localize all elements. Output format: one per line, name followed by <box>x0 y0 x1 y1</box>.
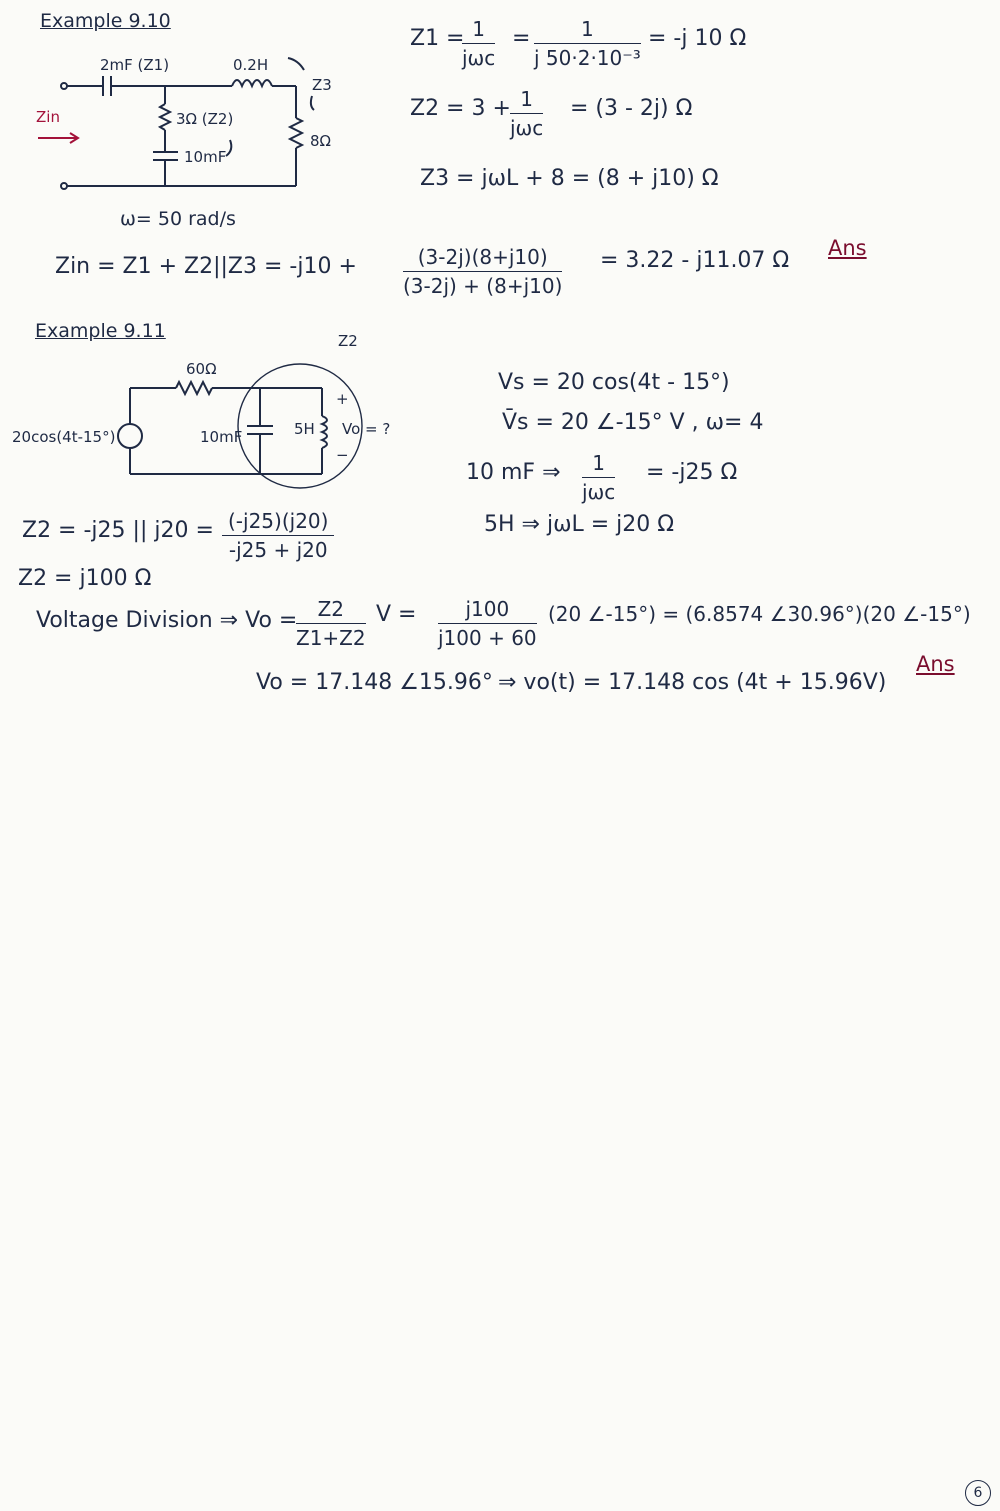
label-minus: − <box>336 446 349 464</box>
final-ans: Ans <box>916 652 955 676</box>
final-vt: ⇒ vo(t) = 17.148 cos (4t + 15.96V) <box>498 670 887 695</box>
z1-lhs: Z1 = <box>410 26 465 51</box>
circuit-9-11 <box>118 360 362 488</box>
vd-lhs: Voltage Division ⇒ Vo = <box>36 608 298 633</box>
vs-phasor: V̄s = 20 ∠-15° V , ω= 4 <box>502 410 764 435</box>
label-omega: ω= 50 rad/s <box>120 208 236 230</box>
zin-frac <box>403 246 562 298</box>
label-8-ohm: 8Ω <box>310 132 332 150</box>
cap-line-lhs: 10 mF ⇒ <box>466 460 561 485</box>
z2-frac-den: jωc <box>510 116 544 140</box>
example-9-10-title: Example 9.10 <box>40 10 171 32</box>
label-10mf: 10mF <box>184 148 227 166</box>
z2-parallel-frac-den: -j25 + j20 <box>228 538 328 562</box>
label-0-2h: 0.2H <box>233 56 269 74</box>
cap-line-frac-num: 1 <box>582 452 615 478</box>
z1-eq: = <box>512 26 531 51</box>
label-zin: Zin <box>36 108 60 126</box>
vd-frac-2-num: j100 <box>438 598 537 624</box>
z1-frac-1-num: 1 <box>462 18 495 44</box>
z2-parallel-lhs: Z2 = -j25 || j20 = <box>22 518 214 543</box>
z2-frac <box>510 88 543 140</box>
z1-frac-1-den: jωc <box>462 46 496 70</box>
label-vo: Vo = ? <box>342 420 391 438</box>
zin-result: = 3.22 - j11.07 Ω <box>600 248 790 273</box>
z2-frac-num: 1 <box>510 88 543 114</box>
ind-line: 5H ⇒ jωL = j20 Ω <box>484 512 675 537</box>
zin-frac-den: (3-2j) + (8+j10) <box>403 274 563 298</box>
z2-result-911: Z2 = j100 Ω <box>18 566 152 591</box>
vs-equation: Vs = 20 cos(4t - 15°) <box>498 370 730 395</box>
label-plus: + <box>336 390 349 408</box>
zin-lhs: Zin = Z1 + Z2||Z3 = -j10 + <box>55 254 357 279</box>
z1-frac-2-den: j 50·2·10⁻³ <box>534 46 641 70</box>
vd-tail: (20 ∠-15°) = (6.8574 ∠30.96°)(20 ∠-15°) <box>548 602 971 626</box>
label-2mf: 2mF (Z1) <box>100 56 170 74</box>
z1-result: = -j 10 Ω <box>648 26 747 51</box>
zin-frac-num: (3-2j)(8+j10) <box>403 246 562 272</box>
z2-lhs: Z2 = 3 + <box>410 96 511 121</box>
label-z3: Z3 <box>312 76 332 94</box>
label-60-ohm: 60Ω <box>186 360 217 378</box>
z3-equation: Z3 = jωL + 8 = (8 + j10) Ω <box>420 166 719 191</box>
z2-result: = (3 - 2j) Ω <box>570 96 693 121</box>
vd-frac-1 <box>296 598 366 650</box>
page-number: 6 <box>965 1480 991 1506</box>
label-source: 20cos(4t-15°) <box>12 428 116 446</box>
vd-frac-2 <box>438 598 537 650</box>
vd-frac-1-den: Z1+Z2 <box>296 626 366 650</box>
z1-frac-1 <box>462 18 495 70</box>
zin-ans: Ans <box>828 236 867 260</box>
cap-line-frac <box>582 452 615 504</box>
zin-arrow <box>38 133 78 143</box>
label-3-ohm: 3Ω (Z2) <box>176 110 234 128</box>
example-9-11-title: Example 9.11 <box>35 320 166 342</box>
final-vo: Vo = 17.148 ∠15.96° <box>256 670 493 695</box>
vd-mid: V = <box>376 602 417 627</box>
z1-frac-2-num: 1 <box>534 18 641 44</box>
label-10mf-911: 10mF <box>200 428 243 446</box>
cap-line-result: = -j25 Ω <box>646 460 738 485</box>
z2-parallel-frac <box>222 510 334 562</box>
z1-frac-2 <box>534 18 641 70</box>
z2-parallel-frac-num: (-j25)(j20) <box>222 510 334 536</box>
vd-frac-2-den: j100 + 60 <box>438 626 537 650</box>
cap-line-frac-den: jωc <box>582 480 616 504</box>
label-5h: 5H <box>294 420 315 438</box>
vd-frac-1-num: Z2 <box>296 598 366 624</box>
label-z2: Z2 <box>338 332 358 350</box>
